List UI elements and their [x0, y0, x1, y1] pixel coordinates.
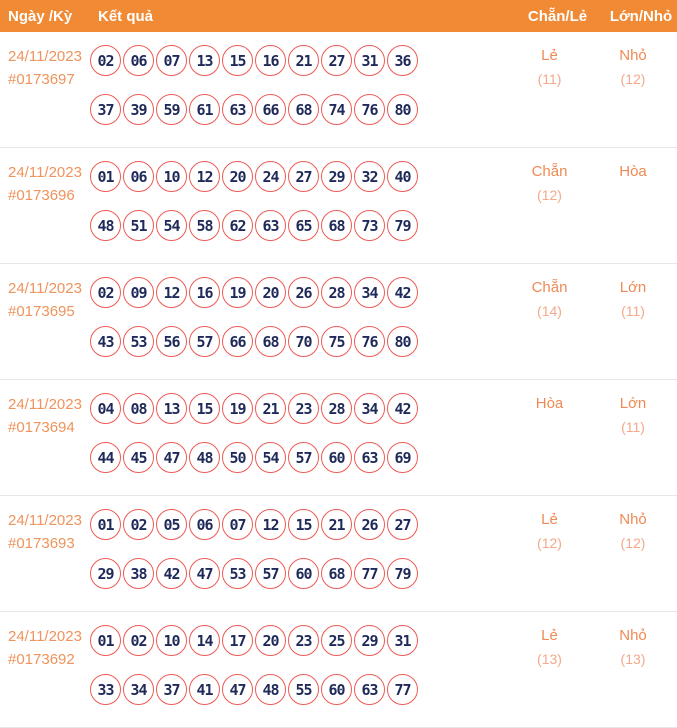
draw-info-cell: [0, 264, 90, 379]
lottery-ball: 28: [321, 277, 352, 308]
lottery-ball: 53: [123, 326, 154, 357]
result-row: [0, 612, 677, 728]
lottery-ball: 14: [189, 625, 220, 656]
ball-line: [90, 442, 502, 473]
lottery-ball: 66: [222, 326, 253, 357]
lottery-ball: 53: [222, 558, 253, 589]
lottery-ball: 23: [288, 625, 319, 656]
lottery-ball: 21: [321, 509, 352, 540]
bigsmall-count: (11): [621, 303, 645, 319]
lottery-ball: 24: [255, 161, 286, 192]
bigsmall-value: Nhỏ: [619, 627, 647, 644]
lottery-ball: 13: [156, 393, 187, 424]
lottery-ball: 39: [123, 94, 154, 125]
bigsmall-count: (11): [621, 419, 645, 435]
lottery-ball: 63: [354, 674, 385, 705]
lottery-ball: 12: [156, 277, 187, 308]
evenodd-cell: [502, 496, 597, 611]
lottery-ball: 42: [387, 277, 418, 308]
lottery-ball: 50: [222, 442, 253, 473]
draw-id: #0173696: [8, 187, 75, 204]
ball-line: [90, 393, 502, 424]
lottery-ball: 42: [156, 558, 187, 589]
lottery-ball: 10: [156, 625, 187, 656]
lottery-ball: 15: [288, 509, 319, 540]
result-row: [0, 380, 677, 496]
evenodd-value: Hòa: [535, 395, 564, 412]
ball-line: [90, 625, 502, 656]
lottery-ball: 58: [189, 210, 220, 241]
bigsmall-count: (12): [620, 71, 646, 87]
numbers-cell: [90, 496, 502, 611]
lottery-ball: 76: [354, 326, 385, 357]
lottery-ball: 48: [189, 442, 220, 473]
draw-info-cell: [0, 496, 90, 611]
lottery-ball: 34: [354, 277, 385, 308]
lottery-ball: 47: [156, 442, 187, 473]
evenodd-count: (12): [537, 187, 562, 203]
bigsmall-count: (13): [620, 651, 646, 667]
evenodd-count: (13): [537, 651, 562, 667]
lottery-ball: 20: [255, 625, 286, 656]
lottery-ball: 08: [123, 393, 154, 424]
ball-line: [90, 326, 502, 357]
evenodd-value: Lẻ: [541, 627, 558, 644]
lottery-ball: 01: [90, 625, 121, 656]
lottery-ball: 62: [222, 210, 253, 241]
evenodd-cell: [502, 32, 597, 147]
lottery-ball: 09: [123, 277, 154, 308]
lottery-ball: 10: [156, 161, 187, 192]
lottery-ball: 21: [255, 393, 286, 424]
lottery-ball: 69: [387, 442, 418, 473]
evenodd-count: (12): [537, 535, 562, 551]
evenodd-value: Lẻ: [541, 511, 558, 528]
lottery-ball: 34: [123, 674, 154, 705]
lottery-ball: 12: [189, 161, 220, 192]
lottery-ball: 27: [288, 161, 319, 192]
evenodd-cell: [502, 612, 597, 727]
lottery-ball: 20: [222, 161, 253, 192]
bigsmall-cell: [597, 32, 669, 147]
lottery-ball: 68: [321, 210, 352, 241]
lottery-ball: 28: [321, 393, 352, 424]
draw-id: #0173694: [8, 419, 75, 436]
result-row: [0, 32, 677, 148]
header-bigsmall-column: Lớn/Nhỏ: [609, 7, 673, 25]
lottery-ball: 57: [189, 326, 220, 357]
lottery-ball: 04: [90, 393, 121, 424]
lottery-ball: 02: [90, 277, 121, 308]
lottery-ball: 23: [288, 393, 319, 424]
evenodd-cell: [502, 148, 597, 263]
numbers-cell: [90, 264, 502, 379]
result-row: [0, 148, 677, 264]
lottery-ball: 34: [354, 393, 385, 424]
lottery-ball: 29: [354, 625, 385, 656]
lottery-ball: 38: [123, 558, 154, 589]
bigsmall-value: Hòa: [619, 163, 647, 180]
lottery-ball: 68: [321, 558, 352, 589]
numbers-cell: [90, 32, 502, 147]
lottery-ball: 80: [387, 94, 418, 125]
lottery-ball: 37: [90, 94, 121, 125]
lottery-ball: 63: [255, 210, 286, 241]
lottery-ball: 16: [189, 277, 220, 308]
bigsmall-cell: [597, 264, 669, 379]
lottery-ball: 06: [123, 45, 154, 76]
lottery-ball: 40: [387, 161, 418, 192]
numbers-cell: [90, 148, 502, 263]
draw-info-cell: [0, 380, 90, 495]
lottery-ball: 41: [189, 674, 220, 705]
draw-info-cell: [0, 612, 90, 727]
draw-id: #0173697: [8, 71, 75, 88]
draw-info-cell: [0, 148, 90, 263]
draw-date: 24/11/2023: [8, 280, 82, 297]
lottery-ball: 43: [90, 326, 121, 357]
result-row: [0, 264, 677, 380]
lottery-ball: 26: [288, 277, 319, 308]
lottery-ball: 31: [354, 45, 385, 76]
draw-date: 24/11/2023: [8, 164, 82, 181]
ball-line: [90, 674, 502, 705]
lottery-ball: 02: [90, 45, 121, 76]
lottery-ball: 55: [288, 674, 319, 705]
bigsmall-cell: [597, 148, 669, 263]
lottery-ball: 54: [255, 442, 286, 473]
evenodd-value: Lẻ: [541, 47, 558, 64]
bigsmall-cell: [597, 496, 669, 611]
lottery-ball: 66: [255, 94, 286, 125]
ball-line: [90, 558, 502, 589]
header-date-column: Ngày /Kỳ: [8, 7, 73, 25]
lottery-ball: 29: [321, 161, 352, 192]
lottery-ball: 56: [156, 326, 187, 357]
lottery-ball: 07: [222, 509, 253, 540]
lottery-ball: 13: [189, 45, 220, 76]
bigsmall-value: Nhỏ: [619, 47, 647, 64]
lottery-ball: 61: [189, 94, 220, 125]
results-body: [0, 32, 677, 728]
ball-line: [90, 94, 502, 125]
lottery-ball: 20: [255, 277, 286, 308]
lottery-ball: 16: [255, 45, 286, 76]
lottery-ball: 19: [222, 277, 253, 308]
ball-line: [90, 509, 502, 540]
draw-date: 24/11/2023: [8, 396, 82, 413]
lottery-ball: 36: [387, 45, 418, 76]
lottery-ball: 57: [255, 558, 286, 589]
lottery-ball: 74: [321, 94, 352, 125]
lottery-ball: 48: [255, 674, 286, 705]
lottery-ball: 15: [222, 45, 253, 76]
header-result-column: Kết quả: [98, 7, 154, 25]
evenodd-cell: [502, 380, 597, 495]
lottery-ball: 01: [90, 509, 121, 540]
lottery-ball: 29: [90, 558, 121, 589]
bigsmall-value: Lớn: [619, 395, 647, 412]
lottery-ball: 31: [387, 625, 418, 656]
ball-line: [90, 277, 502, 308]
ball-line: [90, 210, 502, 241]
ball-line: [90, 161, 502, 192]
lottery-ball: 80: [387, 326, 418, 357]
draw-id: #0173693: [8, 535, 75, 552]
lottery-ball: 75: [321, 326, 352, 357]
lottery-ball: 25: [321, 625, 352, 656]
lottery-ball: 27: [321, 45, 352, 76]
lottery-ball: 65: [288, 210, 319, 241]
lottery-ball: 44: [90, 442, 121, 473]
lottery-ball: 79: [387, 210, 418, 241]
lottery-ball: 47: [189, 558, 220, 589]
draw-date: 24/11/2023: [8, 628, 82, 645]
lottery-ball: 32: [354, 161, 385, 192]
bigsmall-cell: [597, 380, 669, 495]
lottery-ball: 07: [156, 45, 187, 76]
lottery-ball: 37: [156, 674, 187, 705]
lottery-ball: 63: [354, 442, 385, 473]
evenodd-cell: [502, 264, 597, 379]
numbers-cell: [90, 380, 502, 495]
draw-date: 24/11/2023: [8, 512, 82, 529]
lottery-ball: 17: [222, 625, 253, 656]
lottery-ball: 21: [288, 45, 319, 76]
lottery-ball: 76: [354, 94, 385, 125]
lottery-ball: 45: [123, 442, 154, 473]
evenodd-count: (14): [537, 303, 562, 319]
lottery-ball: 68: [288, 94, 319, 125]
lottery-ball: 33: [90, 674, 121, 705]
bigsmall-value: Nhỏ: [619, 511, 647, 528]
lottery-ball: 15: [189, 393, 220, 424]
lottery-ball: 54: [156, 210, 187, 241]
lottery-ball: 01: [90, 161, 121, 192]
numbers-cell: [90, 612, 502, 727]
lottery-ball: 73: [354, 210, 385, 241]
lottery-ball: 02: [123, 509, 154, 540]
lottery-ball: 47: [222, 674, 253, 705]
result-row: [0, 496, 677, 612]
bigsmall-value: Lớn: [619, 279, 647, 296]
lottery-ball: 57: [288, 442, 319, 473]
lottery-ball: 12: [255, 509, 286, 540]
draw-id: #0173695: [8, 303, 75, 320]
draw-info-cell: [0, 32, 90, 147]
lottery-ball: 59: [156, 94, 187, 125]
lottery-ball: 77: [387, 674, 418, 705]
header-evenodd-column: Chẵn/Lẻ: [527, 7, 588, 25]
lottery-ball: 06: [189, 509, 220, 540]
lottery-ball: 63: [222, 94, 253, 125]
lottery-ball: 06: [123, 161, 154, 192]
table-header: [0, 0, 677, 32]
lottery-ball: 60: [321, 674, 352, 705]
bigsmall-count: (12): [620, 535, 646, 551]
lottery-ball: 77: [354, 558, 385, 589]
evenodd-value: Chẵn: [531, 279, 568, 296]
lottery-ball: 60: [288, 558, 319, 589]
lottery-ball: 51: [123, 210, 154, 241]
lottery-ball: 68: [255, 326, 286, 357]
lottery-ball: 79: [387, 558, 418, 589]
lottery-ball: 05: [156, 509, 187, 540]
lottery-ball: 27: [387, 509, 418, 540]
draw-id: #0173692: [8, 651, 75, 668]
lottery-ball: 60: [321, 442, 352, 473]
lottery-ball: 26: [354, 509, 385, 540]
evenodd-count: (11): [537, 71, 562, 87]
lottery-ball: 42: [387, 393, 418, 424]
lottery-ball: 02: [123, 625, 154, 656]
bigsmall-cell: [597, 612, 669, 727]
draw-date: 24/11/2023: [8, 48, 82, 65]
ball-line: [90, 45, 502, 76]
lottery-ball: 48: [90, 210, 121, 241]
lottery-ball: 70: [288, 326, 319, 357]
evenodd-value: Chẵn: [531, 163, 568, 180]
lottery-ball: 19: [222, 393, 253, 424]
